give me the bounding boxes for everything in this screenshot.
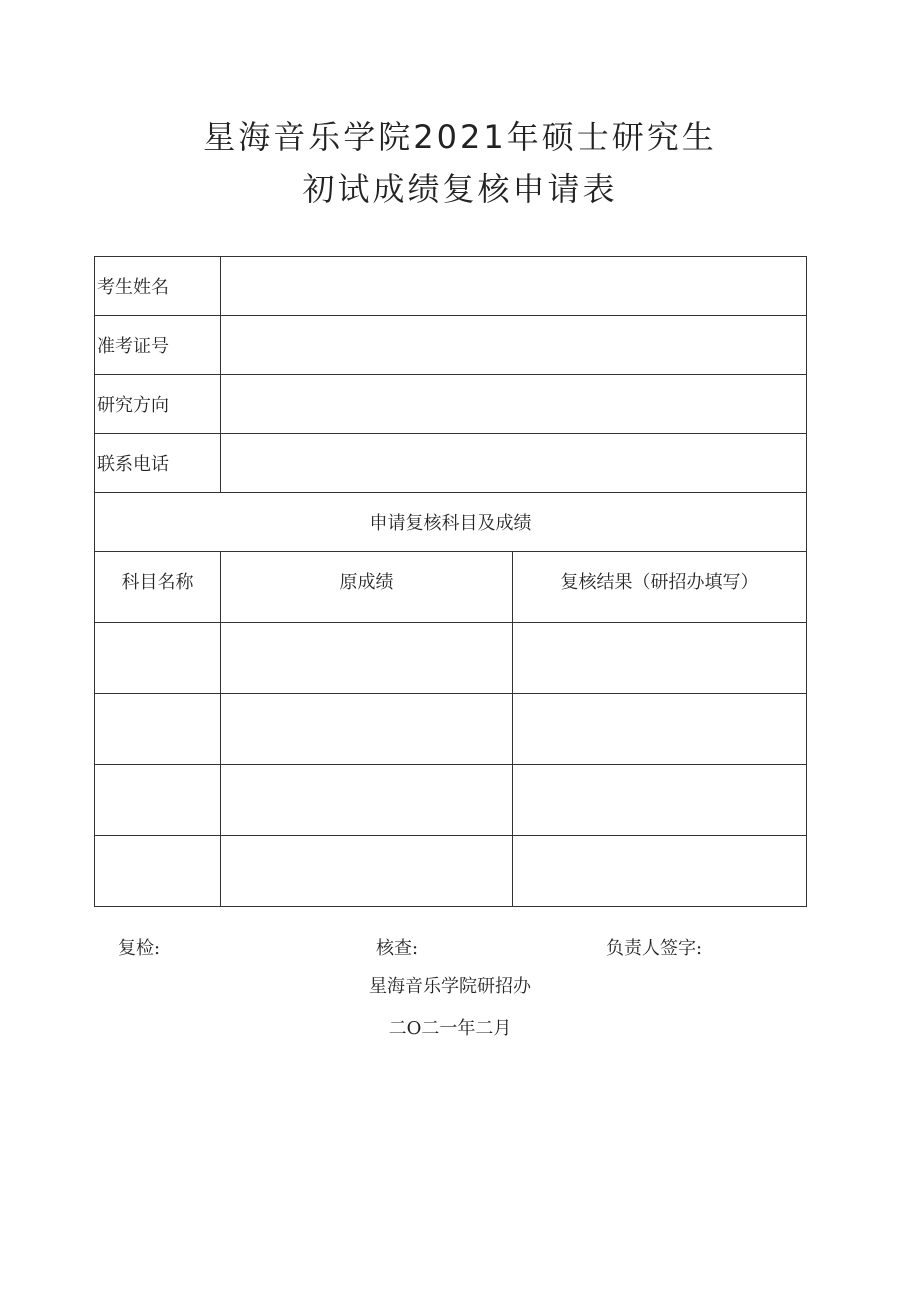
recheck-label: 复检:	[118, 938, 161, 959]
field-label-exam-number: 准考证号	[95, 316, 221, 375]
person-in-charge-signature-label: 负责人签字:	[606, 938, 703, 959]
cell-original-score[interactable]	[221, 765, 513, 836]
field-label-phone: 联系电话	[95, 434, 221, 493]
issue-date: 二O二一年二月	[388, 1018, 512, 1039]
cell-original-score[interactable]	[221, 836, 513, 907]
cell-original-score[interactable]	[221, 623, 513, 694]
field-value-exam-number[interactable]	[221, 316, 807, 375]
table-row	[95, 765, 807, 836]
column-header-row	[95, 552, 807, 623]
cell-subject[interactable]	[95, 694, 221, 765]
application-form-table	[94, 256, 807, 907]
table-row	[95, 623, 807, 694]
cell-review-result[interactable]	[513, 765, 807, 836]
field-value-name[interactable]	[221, 257, 807, 316]
form-title-line2: 初试成绩复核申请表	[302, 170, 618, 208]
issuing-office: 星海音乐学院研招办	[369, 976, 531, 997]
field-value-research-direction[interactable]	[221, 375, 807, 434]
cell-review-result[interactable]	[513, 694, 807, 765]
form-title-line1: 星海音乐学院2021年硕士研究生	[203, 118, 717, 156]
cell-original-score[interactable]	[221, 694, 513, 765]
cell-subject[interactable]	[95, 623, 221, 694]
field-label-research-direction: 研究方向	[95, 375, 221, 434]
section-title: 申请复核科目及成绩	[95, 493, 807, 552]
field-value-phone[interactable]	[221, 434, 807, 493]
column-header-review-result: 复核结果（研招办填写）	[513, 552, 807, 623]
section-title-row	[95, 493, 807, 552]
field-row-name	[95, 257, 807, 316]
table-row	[95, 836, 807, 907]
cell-subject[interactable]	[95, 836, 221, 907]
column-header-subject: 科目名称	[95, 552, 221, 623]
field-row-phone	[95, 434, 807, 493]
verify-label: 核查:	[376, 938, 419, 959]
cell-review-result[interactable]	[513, 623, 807, 694]
field-row-research-direction	[95, 375, 807, 434]
table-row	[95, 694, 807, 765]
cell-subject[interactable]	[95, 765, 221, 836]
column-header-original-score: 原成绩	[221, 552, 513, 623]
field-label-name: 考生姓名	[95, 257, 221, 316]
field-row-exam-number	[95, 316, 807, 375]
cell-review-result[interactable]	[513, 836, 807, 907]
